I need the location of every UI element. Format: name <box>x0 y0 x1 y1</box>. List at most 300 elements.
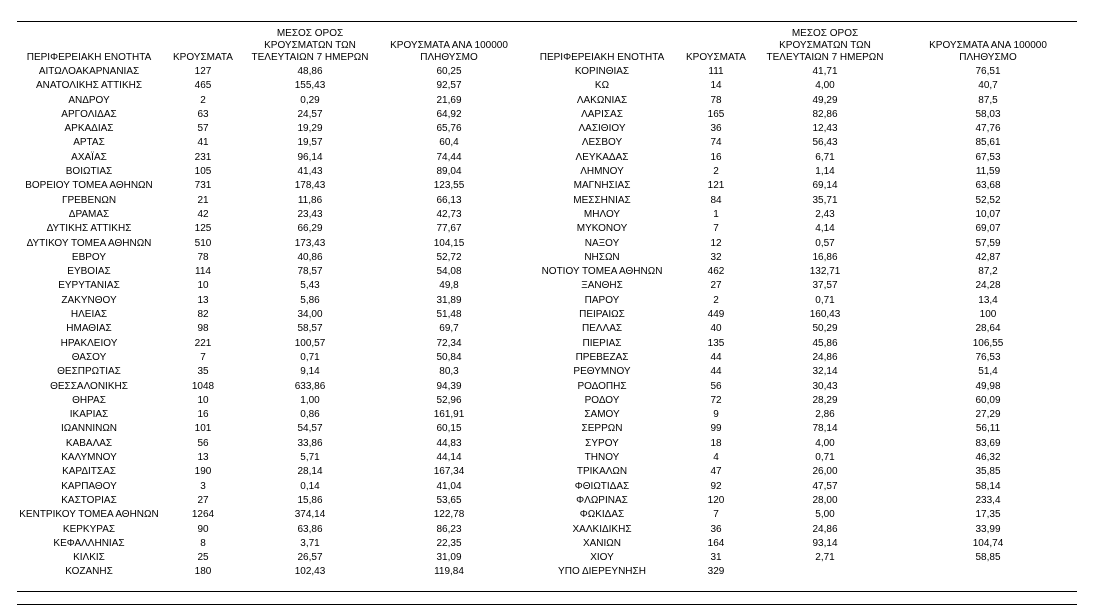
cell-cases-2: 44 <box>710 351 722 363</box>
cell-cases-2: 78 <box>710 94 722 106</box>
cell-per100k-2: 58,14 <box>975 480 1001 492</box>
cell-per100k-2: 76,53 <box>975 351 1001 363</box>
cell-per100k: 94,39 <box>436 380 462 392</box>
cell-avg7: 23,43 <box>297 208 323 220</box>
cell-region: ΔΥΤΙΚΗΣ ΑΤΤΙΚΗΣ <box>46 223 132 235</box>
cell-per100k: 44,83 <box>436 437 462 449</box>
cell-region-2: ΣΕΡΡΩΝ <box>581 423 623 435</box>
cell-avg7-2: 56,43 <box>812 137 838 149</box>
cell-cases: 82 <box>197 309 209 321</box>
table-row <box>17 136 1077 150</box>
cell-per100k: 161,91 <box>433 409 465 421</box>
cell-avg7-2: 16,86 <box>812 251 838 263</box>
cell-avg7: 5,86 <box>300 294 320 306</box>
cell-region: ΑΙΤΩΛΟΑΚΑΡΝΑΝΙΑΣ <box>38 66 140 77</box>
cell-avg7: 155,43 <box>294 80 326 92</box>
cell-cases-2: 92 <box>710 480 722 492</box>
cell-per100k: 22,35 <box>436 537 462 549</box>
cell-cases-2: 7 <box>713 223 719 235</box>
cell-avg7: 33,86 <box>297 437 323 449</box>
cell-per100k-2: 42,87 <box>975 251 1001 263</box>
cell-avg7: 28,14 <box>297 466 323 478</box>
cell-region-2: ΥΠΟ ΔΙΕΡΕΥΝΗΣΗ <box>558 566 646 578</box>
cell-region-2: ΛΑΣΙΘΙΟΥ <box>578 123 626 135</box>
table-row <box>17 494 1077 508</box>
cell-region: ΘΕΣΠΡΩΤΙΑΣ <box>57 366 121 378</box>
table-row <box>17 422 1077 436</box>
cell-region-2: ΛΗΜΝΟΥ <box>580 166 624 178</box>
header-region-2: ΠΕΡΙΦΕΡΕΙΑΚΗ ΕΝΟΤΗΤΑ <box>539 52 665 63</box>
cell-cases: 16 <box>197 409 209 421</box>
cell-cases: 10 <box>197 394 209 406</box>
cell-avg7: 3,71 <box>300 537 320 549</box>
cell-per100k: 41,04 <box>436 480 462 492</box>
cell-region: ΙΩΑΝΝΙΝΩΝ <box>60 423 118 435</box>
header-cases: ΚΡΟΥΣΜΑΤΑ <box>173 52 233 63</box>
cell-region: ΚΕΦΑΛΛΗΝΙΑΣ <box>53 537 125 549</box>
header-per100k: ΚΡΟΥΣΜΑΤΑ ΑΝΑ 100000 ΠΛΗΘΥΣΜΟ <box>390 40 508 63</box>
cell-cases: 1048 <box>191 380 215 392</box>
cell-per100k-2: 69,07 <box>975 223 1001 235</box>
cell-cases: 25 <box>197 552 209 564</box>
cell-per100k: 86,23 <box>436 523 462 535</box>
table-row <box>17 308 1077 322</box>
cell-region: ΚΑΡΔΙΤΣΑΣ <box>62 466 116 478</box>
cell-per100k-2: 83,69 <box>975 437 1001 449</box>
footer-rule <box>17 604 1077 605</box>
cell-avg7-2: 5,00 <box>815 509 835 521</box>
cell-per100k-2: 13,4 <box>978 294 998 306</box>
cell-per100k-2: 56,11 <box>975 423 1001 435</box>
cell-region-2: ΜΗΛΟΥ <box>583 208 621 220</box>
table-row <box>17 265 1077 279</box>
cell-region: ΘΕΣΣΑΛΟΝΙΚΗΣ <box>50 380 128 392</box>
cell-per100k: 54,08 <box>436 266 462 278</box>
table-body <box>17 65 1077 580</box>
cell-cases-2: 32 <box>710 251 722 263</box>
table-row <box>17 437 1077 451</box>
cell-cases: 190 <box>194 466 212 478</box>
cell-avg7: 0,14 <box>300 480 320 492</box>
cell-region: ΘΑΣΟΥ <box>71 351 107 363</box>
cell-per100k: 74,44 <box>436 151 462 163</box>
table-row <box>17 194 1077 208</box>
cell-region: ΗΜΑΘΙΑΣ <box>66 323 112 335</box>
cell-avg7-2: 0,71 <box>815 452 835 464</box>
cell-per100k-2: 87,2 <box>978 266 998 278</box>
cell-cases-2: 74 <box>710 137 722 149</box>
cell-avg7-2: 132,71 <box>809 266 841 278</box>
cell-per100k: 60,15 <box>436 423 462 435</box>
cell-avg7-2: 50,29 <box>812 323 838 335</box>
table-row <box>17 222 1077 236</box>
cell-per100k-2: 10,07 <box>975 208 1001 220</box>
cell-per100k: 60,4 <box>439 137 459 149</box>
table-row <box>17 151 1077 165</box>
cell-per100k: 69,7 <box>439 323 459 335</box>
table-row <box>17 451 1077 465</box>
cell-per100k: 31,89 <box>436 294 462 306</box>
cell-per100k: 64,92 <box>436 108 462 120</box>
cell-region-2: ΡΟΔΟΠΗΣ <box>577 380 627 392</box>
cell-per100k: 123,55 <box>433 180 465 192</box>
cell-cases-2: 4 <box>713 452 719 464</box>
cell-avg7: 633,86 <box>294 380 326 392</box>
cell-per100k-2: 58,85 <box>975 552 1001 564</box>
cell-cases-2: 449 <box>707 309 725 321</box>
regional-cases-table <box>17 28 1077 580</box>
cell-avg7-2: 82,86 <box>812 108 838 120</box>
cell-avg7: 1,00 <box>300 394 320 406</box>
cell-avg7-2: 78,14 <box>812 423 838 435</box>
cell-per100k: 52,72 <box>436 251 462 263</box>
cell-avg7: 41,43 <box>297 166 323 178</box>
cell-per100k-2 <box>899 565 1077 579</box>
cell-cases: 13 <box>197 452 209 464</box>
header-avg7: ΜΕΣΟΣ ΟΡΟΣ ΚΡΟΥΣΜΑΤΩΝ ΤΩΝ ΤΕΛΕΥΤΑΙΩΝ 7 ΗΜΕΡΩΝ <box>251 28 369 63</box>
cell-per100k: 72,34 <box>436 337 462 349</box>
cell-per100k-2: 76,51 <box>975 66 1001 77</box>
table-row <box>17 565 1077 579</box>
cell-per100k: 122,78 <box>433 509 465 521</box>
cell-avg7: 40,86 <box>297 251 323 263</box>
cell-avg7: 100,57 <box>294 337 326 349</box>
cell-avg7-2: 1,14 <box>815 166 835 178</box>
cell-avg7: 66,29 <box>297 223 323 235</box>
cell-region: ΑΧΑΪΑΣ <box>71 151 107 163</box>
table-row <box>17 65 1077 79</box>
cell-per100k-2: 233,4 <box>975 494 1001 506</box>
cell-region-2: ΜΕΣΣΗΝΙΑΣ <box>573 194 631 206</box>
cell-per100k-2: 35,85 <box>975 466 1001 478</box>
cell-per100k-2: 33,99 <box>975 523 1001 535</box>
table-row <box>17 251 1077 265</box>
cell-per100k-2: 63,68 <box>975 180 1001 192</box>
cell-region: ΔΡΑΜΑΣ <box>68 208 110 220</box>
cell-cases-2: 99 <box>710 423 722 435</box>
cell-avg7-2: 24,86 <box>812 523 838 535</box>
cell-per100k: 104,15 <box>433 237 465 249</box>
cell-cases: 35 <box>197 366 209 378</box>
cell-cases-2: 36 <box>710 523 722 535</box>
cell-per100k-2: 24,28 <box>975 280 1001 292</box>
cell-region-2: ΚΟΡΙΝΘΙΑΣ <box>574 66 630 77</box>
cell-per100k-2: 28,64 <box>975 323 1001 335</box>
table-row <box>17 179 1077 193</box>
cell-avg7: 48,86 <box>297 66 323 77</box>
cell-per100k: 92,57 <box>436 80 462 92</box>
cell-region: ΙΚΑΡΙΑΣ <box>69 409 109 421</box>
cell-region-2: ΦΘΙΩΤΙΔΑΣ <box>574 480 630 492</box>
cell-region: ΚΙΛΚΙΣ <box>73 552 105 564</box>
cell-avg7-2: 0,71 <box>815 294 835 306</box>
table-row <box>17 208 1077 222</box>
cell-per100k: 66,13 <box>436 194 462 206</box>
cell-cases: 125 <box>194 223 212 235</box>
cell-cases-2: 27 <box>710 280 722 292</box>
cell-cases-2: 462 <box>707 266 725 278</box>
cell-per100k-2: 100 <box>979 309 997 321</box>
cell-per100k: 44,14 <box>436 452 462 464</box>
cell-cases: 8 <box>200 537 206 549</box>
cell-avg7: 178,43 <box>294 180 326 192</box>
cell-region: ΑΡΓΟΛΙΔΑΣ <box>61 108 117 120</box>
table-row <box>17 365 1077 379</box>
cell-avg7: 0,71 <box>300 351 320 363</box>
header-cases-2: ΚΡΟΥΣΜΑΤΑ <box>686 52 746 63</box>
cell-cases-2: 18 <box>710 437 722 449</box>
cell-region-2: ΝΟΤΙΟΥ ΤΟΜΕΑ ΑΘΗΝΩΝ <box>541 266 663 278</box>
cell-region-2: ΞΑΝΘΗΣ <box>581 280 623 292</box>
cell-region-2: ΠΕΛΛΑΣ <box>581 323 623 335</box>
header-per100k-2: ΚΡΟΥΣΜΑΤΑ ΑΝΑ 100000 ΠΛΗΘΥΣΜΟ <box>929 40 1047 63</box>
cell-region: ΚΑΒΑΛΑΣ <box>65 437 113 449</box>
cell-avg7: 19,29 <box>297 123 323 135</box>
cell-avg7: 54,57 <box>297 423 323 435</box>
cell-region: ΑΝΔΡΟΥ <box>68 94 110 106</box>
cell-avg7-2: 6,71 <box>815 151 835 163</box>
cell-cases-2: 12 <box>710 237 722 249</box>
cell-avg7: 34,00 <box>297 309 323 321</box>
cell-cases: 63 <box>197 108 209 120</box>
cell-region-2: ΧΙΟΥ <box>590 552 614 564</box>
cell-per100k: 167,34 <box>433 466 465 478</box>
cell-cases-2: 84 <box>710 194 722 206</box>
cell-region-2: ΠΕΙΡΑΙΩΣ <box>579 309 625 321</box>
cell-avg7: 11,86 <box>297 194 323 206</box>
cell-avg7-2: 2,43 <box>815 208 835 220</box>
cell-cases-2: 165 <box>707 108 725 120</box>
cell-region: ΚΟΖΑΝΗΣ <box>65 566 113 578</box>
cell-avg7-2: 12,43 <box>812 123 838 135</box>
table-row <box>17 351 1077 365</box>
cell-cases: 114 <box>195 266 211 278</box>
cell-avg7-2: 45,86 <box>812 337 838 349</box>
cell-avg7-2: 93,14 <box>812 537 838 549</box>
cell-avg7: 0,86 <box>300 409 320 421</box>
cell-per100k-2: 85,61 <box>975 137 1001 149</box>
cell-cases: 465 <box>194 80 212 92</box>
cell-cases: 180 <box>194 566 212 578</box>
cell-region: ΚΕΝΤΡΙΚΟΥ ΤΟΜΕΑ ΑΘΗΝΩΝ <box>19 509 159 521</box>
cell-cases-2: 14 <box>710 80 722 92</box>
bottom-rule <box>17 591 1077 592</box>
cell-cases: 56 <box>197 437 209 449</box>
cell-cases-2: 56 <box>710 380 722 392</box>
cell-cases-2: 2 <box>713 294 719 306</box>
table-row <box>17 523 1077 537</box>
cell-avg7: 19,57 <box>297 137 323 149</box>
cell-cases: 1264 <box>191 509 215 521</box>
cell-avg7-2: 24,86 <box>812 351 838 363</box>
cell-per100k-2: 57,59 <box>975 237 1001 249</box>
cell-region: ΕΥΒΟΙΑΣ <box>67 266 111 278</box>
cell-cases-2: 16 <box>710 151 722 163</box>
cell-region: ΓΡΕΒΕΝΩΝ <box>61 194 117 206</box>
cell-per100k-2: 11,59 <box>975 166 1001 178</box>
cell-per100k-2: 40,7 <box>978 80 998 92</box>
header-avg7-2: ΜΕΣΟΣ ΟΡΟΣ ΚΡΟΥΣΜΑΤΩΝ ΤΩΝ ΤΕΛΕΥΤΑΙΩΝ 7 ΗΜΕΡΩΝ <box>766 28 884 63</box>
cell-per100k-2: 47,76 <box>975 123 1001 135</box>
cell-per100k-2: 17,35 <box>975 509 1001 521</box>
cell-cases: 127 <box>194 66 212 77</box>
cell-region: ΕΒΡΟΥ <box>71 251 107 263</box>
cell-cases: 10 <box>197 280 209 292</box>
cell-region-2: ΠΡΕΒΕΖΑΣ <box>575 351 629 363</box>
cell-avg7-2: 28,29 <box>812 394 838 406</box>
cell-cases: 27 <box>197 494 209 506</box>
cell-cases: 221 <box>194 337 212 349</box>
cell-avg7-2: 28,00 <box>812 494 838 506</box>
cell-region-2: ΧΑΛΚΙΔΙΚΗΣ <box>572 523 632 535</box>
table-row <box>17 94 1077 108</box>
cell-per100k: 50,84 <box>436 351 462 363</box>
cell-region-2: ΛΑΡΙΣΑΣ <box>581 108 623 120</box>
cell-per100k-2: 58,03 <box>975 108 1001 120</box>
top-rule <box>17 21 1077 22</box>
cell-region-2: ΠΙΕΡΙΑΣ <box>582 337 622 349</box>
table-row <box>17 294 1077 308</box>
cell-region: ΖΑΚΥΝΘΟΥ <box>61 294 117 306</box>
cell-cases: 105 <box>194 166 212 178</box>
cell-avg7-2: 4,00 <box>815 80 835 92</box>
cell-avg7-2: 0,57 <box>815 237 835 249</box>
cell-region: ΗΛΕΙΑΣ <box>70 309 108 321</box>
cell-per100k: 31,09 <box>436 552 462 564</box>
cell-cases-2: 329 <box>707 566 725 578</box>
cell-region-2: ΝΗΣΩΝ <box>584 251 620 263</box>
cell-avg7-2: 49,29 <box>812 94 838 106</box>
cell-per100k: 119,84 <box>434 566 464 578</box>
cell-per100k-2: 87,5 <box>978 94 998 106</box>
cell-avg7-2: 160,43 <box>809 309 841 321</box>
cell-per100k: 80,3 <box>439 366 459 378</box>
cell-avg7: 0,29 <box>300 94 320 106</box>
cell-per100k-2: 104,74 <box>972 537 1004 549</box>
cell-avg7-2: 4,14 <box>815 223 835 235</box>
cell-avg7-2: 69,14 <box>812 180 838 192</box>
cell-cases: 231 <box>194 151 212 163</box>
cell-per100k: 89,04 <box>436 166 462 178</box>
cell-cases: 42 <box>197 208 209 220</box>
cell-cases-2: 36 <box>710 123 722 135</box>
cell-cases-2: 120 <box>707 494 725 506</box>
cell-region: ΔΥΤΙΚΟΥ ΤΟΜΕΑ ΑΘΗΝΩΝ <box>26 237 152 249</box>
cell-region-2: ΜΑΓΝΗΣΙΑΣ <box>573 180 631 192</box>
cell-cases-2: 164 <box>707 537 725 549</box>
cell-region-2: ΚΩ <box>594 80 610 92</box>
cell-region: ΒΟΙΩΤΙΑΣ <box>65 166 113 178</box>
cell-cases-2: 31 <box>710 552 722 564</box>
cell-region: ΘΗΡΑΣ <box>72 394 106 406</box>
table-row <box>17 79 1077 93</box>
cell-cases: 41 <box>197 137 209 149</box>
cell-avg7-2: 2,86 <box>815 409 835 421</box>
cell-avg7: 15,86 <box>297 494 323 506</box>
cell-cases: 510 <box>194 237 212 249</box>
cell-per100k-2: 60,09 <box>975 394 1001 406</box>
table-row <box>17 108 1077 122</box>
cell-avg7-2: 4,00 <box>815 437 835 449</box>
cell-region: ΗΡΑΚΛΕΙΟΥ <box>60 337 118 349</box>
cell-per100k: 49,8 <box>439 280 459 292</box>
cell-region: ΚΑΛΥΜΝΟΥ <box>61 452 117 464</box>
cell-cases: 2 <box>200 94 206 106</box>
cell-cases-2: 1 <box>713 208 719 220</box>
cell-region-2: ΛΕΥΚΑΔΑΣ <box>575 151 629 163</box>
cell-region: ΚΑΡΠΑΘΟΥ <box>61 480 117 492</box>
cell-region-2: ΤΗΝΟΥ <box>584 452 620 464</box>
cell-region-2: ΜΥΚΟΝΟΥ <box>576 223 628 235</box>
cell-cases: 21 <box>197 194 209 206</box>
cell-cases: 57 <box>197 123 209 135</box>
cell-per100k: 60,25 <box>436 66 462 77</box>
table-row <box>17 480 1077 494</box>
cell-region-2: ΣΥΡΟΥ <box>585 437 619 449</box>
cell-avg7: 63,86 <box>297 523 323 535</box>
cell-per100k: 53,65 <box>436 494 462 506</box>
table-row <box>17 322 1077 336</box>
table-row <box>17 508 1077 522</box>
cell-avg7-2: 35,71 <box>812 194 838 206</box>
cell-avg7-2: 26,00 <box>812 466 838 478</box>
cell-region: ΕΥΡΥΤΑΝΙΑΣ <box>58 280 120 292</box>
cell-avg7-2: 2,71 <box>815 552 835 564</box>
cell-avg7-2 <box>751 565 899 579</box>
cell-region-2: ΛΕΣΒΟΥ <box>581 137 623 149</box>
cell-per100k-2: 27,29 <box>975 409 1001 421</box>
cell-avg7: 78,57 <box>297 266 323 278</box>
table-row <box>17 237 1077 251</box>
table-row <box>17 537 1077 551</box>
cell-cases: 90 <box>197 523 209 535</box>
cell-cases-2: 2 <box>713 166 719 178</box>
table-row <box>17 165 1077 179</box>
cell-region: ΑΡΚΑΔΙΑΣ <box>64 123 114 135</box>
cell-cases: 78 <box>197 251 209 263</box>
table-row <box>17 380 1077 394</box>
cell-region-2: ΣΑΜΟΥ <box>584 409 620 421</box>
cell-avg7-2: 32,14 <box>812 366 838 378</box>
cell-per100k: 51,48 <box>436 309 462 321</box>
cell-region-2: ΧΑΝΙΩΝ <box>582 537 622 549</box>
cell-region-2: ΝΑΞΟΥ <box>584 237 620 249</box>
header-region: ΠΕΡΙΦΕΡΕΙΑΚΗ ΕΝΟΤΗΤΑ <box>26 52 152 63</box>
cell-per100k: 65,76 <box>436 123 462 135</box>
cell-cases-2: 7 <box>713 509 719 521</box>
cell-region-2: ΡΕΘΥΜΝΟΥ <box>573 366 631 378</box>
cell-avg7: 173,43 <box>294 237 326 249</box>
cell-per100k: 42,73 <box>436 208 462 220</box>
cell-avg7: 5,71 <box>300 452 320 464</box>
cell-per100k-2: 52,52 <box>975 194 1001 206</box>
cell-per100k: 21,69 <box>436 94 462 106</box>
cell-cases: 7 <box>200 351 206 363</box>
cell-avg7: 5,43 <box>300 280 320 292</box>
cell-region-2: ΠΑΡΟΥ <box>584 294 620 306</box>
cell-cases-2: 44 <box>710 366 722 378</box>
cell-cases-2: 111 <box>708 66 724 77</box>
cell-per100k: 52,96 <box>436 394 462 406</box>
cell-avg7: 9,14 <box>300 366 320 378</box>
cell-per100k-2: 106,55 <box>972 337 1004 349</box>
cell-region-2: ΤΡΙΚΑΛΩΝ <box>576 466 628 478</box>
cell-region-2: ΦΛΩΡΙΝΑΣ <box>576 494 628 506</box>
table-row <box>17 122 1077 136</box>
cell-cases: 731 <box>194 180 212 192</box>
cell-cases-2: 9 <box>713 409 719 421</box>
cell-region: ΒΟΡΕΙΟΥ ΤΟΜΕΑ ΑΘΗΝΩΝ <box>25 180 153 192</box>
